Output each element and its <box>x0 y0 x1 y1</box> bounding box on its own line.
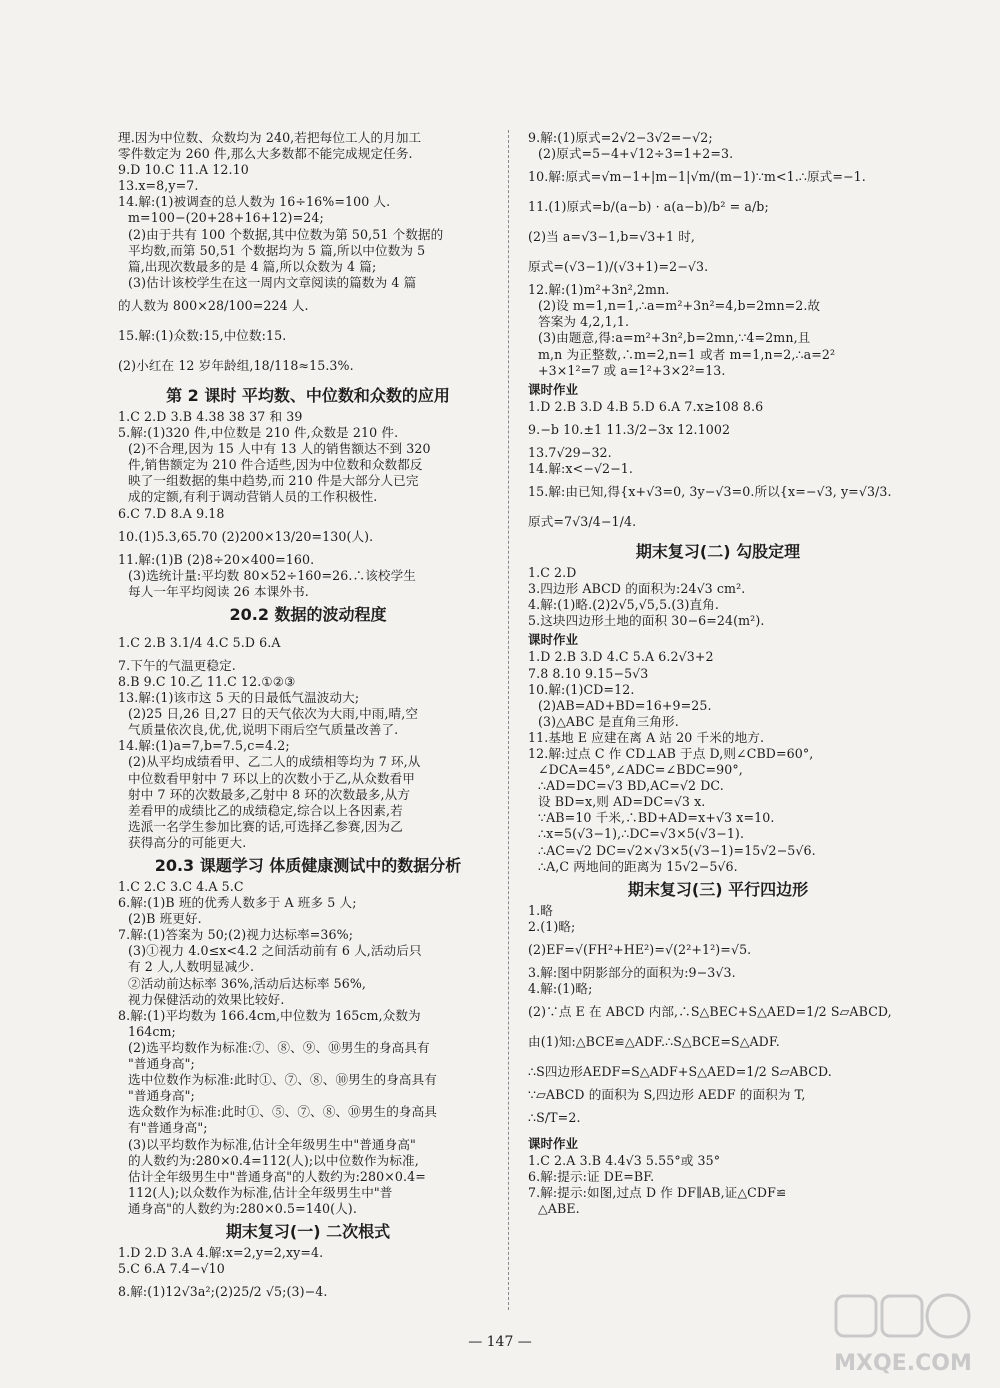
answer-line: 7.8 8.10 9.15−5√3 <box>528 665 649 681</box>
answer-line: 4.解:(1)略; <box>528 981 593 996</box>
answer-line: (3)①视力 4.0≤x<4.2 之间活动前有 6 人,活动后只 <box>128 943 422 959</box>
answer-line: 8.解:(1)12√3a²;(2)25/2 √5;(3)−4. <box>118 1284 328 1300</box>
answer-line: 设 BD=x,则 AD=DC=√3 x. <box>538 794 706 810</box>
answer-line: 10.(1)5.3,65.70 (2)200×13/20=130(人). <box>118 528 374 544</box>
answer-line: 5.C 6.A 7.4−√10 <box>118 1261 225 1277</box>
answer-line: (3)选统计量:平均数 80×52÷160=26.∴该校学生 <box>128 567 416 583</box>
answer-line: 12.解:(1)m²+3n²,2mn. <box>528 282 670 298</box>
answer-line: ②活动前达标率 36%,活动后达标率 56%, <box>128 975 367 991</box>
answer-line: ∴AD=DC=√3 BD,AC=√2 DC. <box>538 778 724 794</box>
answer-line: 9.解:(1)原式=2√2−3√2=−√2; <box>528 130 713 145</box>
answer-line: (3)△ABC 是直角三角形. <box>538 713 679 729</box>
answer-line: 112(人);以众数作为标准,估计全年级男生中"普 <box>128 1184 393 1200</box>
answer-line: (2)AB=AD+BD=16+9=25. <box>538 697 712 713</box>
answer-line: ∵▱ABCD 的面积为 S,四边形 AEDF 的面积为 T, <box>528 1087 806 1103</box>
answer-line: 13.解:(1)该市这 5 天的日最低气温波动大; <box>118 690 360 706</box>
section-heading: 期末复习(一) 二次根式 <box>225 1221 391 1241</box>
answer-line: 1.C 2.D <box>528 565 577 581</box>
answer-line: 的人数为 800×28/100=224 人. <box>118 297 309 313</box>
answer-line: 9.D 10.C 11.A 12.10 <box>118 162 249 178</box>
subsection-heading: 课时作业 <box>528 381 579 397</box>
answer-line: 1.C 2.B 3.1/4 4.C 5.D 6.A <box>118 634 281 650</box>
answer-line: 14.解:(1)被调查的总人数为 16÷16%=100 人. <box>118 194 391 210</box>
answer-line: 7.解:提示:如图,过点 D 作 DF∥AB,证△CDF≌ <box>528 1185 787 1201</box>
section-heading: 期末复习(三) 平行四边形 <box>627 879 809 899</box>
answer-line: 气质量依次良,优,优,说明下雨后空气质量改善了. <box>128 722 399 738</box>
subsection-heading: 课时作业 <box>528 632 579 648</box>
answer-line: 3.解:图中阴影部分的面积为:9−3√3. <box>528 964 736 980</box>
answer-line: 5.这块四边形土地的面积 30−6=24(m²). <box>528 613 765 629</box>
right-column <box>528 130 908 1218</box>
answer-line: ∴AC=√2 DC=√2×√3×5(√3−1)=15√2−5√6. <box>538 842 816 858</box>
answer-line: (2)EF=√(FH²+HE²)=√(2²+1²)=√5. <box>528 941 752 957</box>
answer-line: 7.解:(1)答案为 50;(2)视力达标率=36%; <box>118 927 354 943</box>
subsection-heading: 课时作业 <box>528 1136 579 1152</box>
answer-line: 13.x=8,y=7. <box>118 178 199 194</box>
answer-line: 1.C 2.C 3.C 4.A 5.C <box>118 879 244 894</box>
answer-line: 1.D 2.B 3.D 4.C 5.A 6.2√3+2 <box>528 649 714 665</box>
section-heading: 20.2 数据的波动程度 <box>229 604 387 624</box>
answer-line: 12.解:过点 C 作 CD⊥AB 于点 D,则∠CBD=60°, <box>528 745 814 761</box>
answer-line: ∵AB=10 千米,∴BD+AD=x+√3 x=10. <box>538 810 775 826</box>
answer-line: (2)从平均成绩看甲、乙二人的成绩相等均为 7 环,从 <box>128 754 421 770</box>
answer-line: 5.解:(1)320 件,中位数是 210 件,众数是 210 件. <box>118 425 399 441</box>
answer-line: ∴A,C 两地间的距离为 15√2−5√6. <box>538 858 738 874</box>
answer-line: 6.C 7.D 8.A 9.18 <box>118 505 225 521</box>
answer-line: 差看甲的成绩比乙的成绩稳定,综合以上各因素,若 <box>128 802 403 818</box>
answer-line: (2)选平均数作为标准:⑦、⑧、⑨、⑩男生的身高具有 <box>128 1039 430 1055</box>
answer-line: 有 2 人,人数明显减少. <box>128 959 255 975</box>
answer-line: 11.基地 E 应建在离 A 站 20 千米的地方. <box>528 729 765 745</box>
answer-line: 原式=(√3−1)/(√3+1)=2−√3. <box>528 259 709 275</box>
answer-line: 选众数作为标准:此时①、⑤、⑦、⑧、⑩男生的身高具 <box>128 1104 437 1120</box>
answer-line: 1.D 2.B 3.D 4.B 5.D 6.A 7.x≥108 8.6 <box>528 398 764 414</box>
answer-line: m,n 为正整数,∴m=2,n=1 或者 m=1,n=2,∴a=2² <box>538 346 836 362</box>
answer-line: 1.C 2.A 3.B 4.4√3 5.55°或 35° <box>528 1153 721 1169</box>
left-column <box>118 130 498 1307</box>
answer-line: 映了一组数据的集中趋势,而 210 件是大部分人已完 <box>128 473 419 489</box>
answer-line: (2)设 m=1,n=1,∴a=m²+3n²=4,b=2mn=2.故 <box>538 298 821 314</box>
answer-line: ∴S四边形AEDF=S△ADF+S△AED=1/2 S▱ABCD. <box>528 1064 832 1080</box>
answer-line: 14.解:(1)a=7,b=7.5,c=4.2; <box>118 738 290 754</box>
watermark-text: MXQE.COM <box>834 1351 972 1376</box>
answer-line: 2.(1)略; <box>528 918 576 934</box>
answer-line: 由(1)知:△BCE≌△ADF.∴S△BCE=S△ADF. <box>528 1034 780 1050</box>
answer-line: 中位数看甲射中 7 环以上的次数小于乙,从众数看甲 <box>128 770 415 786</box>
answer-line: 10.解:(1)CD=12. <box>528 681 635 697</box>
answer-line: 1.D 2.D 3.A 4.解:x=2,y=2,xy=4. <box>118 1244 324 1260</box>
answer-line: 13.7√29−32. <box>528 444 612 460</box>
answer-line: 每人一年平均阅读 26 本课外书. <box>128 583 309 599</box>
answer-line: +3×1²=7 或 a=1²+3×2²=13. <box>538 362 726 378</box>
answer-line: 8.B 9.C 10.乙 11.C 12.①②③ <box>118 673 296 689</box>
answer-line: (2)25 日,26 日,27 日的天气依次为大雨,中雨,晴,空 <box>128 706 419 722</box>
answer-line: (2)小红在 12 岁年龄组,18/118≈15.3%. <box>118 357 354 373</box>
answer-line: 7.下午的气温更稳定. <box>118 657 236 673</box>
answer-line: 6.解:(1)B 班的优秀人数多于 A 班多 5 人; <box>118 895 357 911</box>
answer-line: (2)B 班更好. <box>128 911 202 927</box>
answer-line: 6.解:提示:证 DE=BF. <box>528 1169 655 1185</box>
answer-line: (3)由题意,得:a=m²+3n²,b=2mn,∵4=2mn,且 <box>538 330 811 346</box>
answer-line: 3.四边形 ABCD 的面积为:24√3 cm². <box>528 581 746 597</box>
answer-line: (2)当 a=√3−1,b=√3+1 时, <box>528 229 696 245</box>
answer-line: 通身高"的人数约为:280×0.5=140(人). <box>128 1200 357 1216</box>
answer-line: 15.解:由已知,得{x+√3=0, 3y−√3=0.所以{x=−√3, y=√3/3. <box>528 484 892 500</box>
answer-line: (3)估计该校学生在这一周内文章阅读的篇数为 4 篇 <box>128 274 417 290</box>
section-heading: 第 2 课时 平均数、中位数和众数的应用 <box>166 385 450 405</box>
answer-line: 平均数,而第 50,51 个数据均为 5 篇,所以中位数为 5 <box>128 242 426 258</box>
answer-line: 15.解:(1)众数:15,中位数:15. <box>118 327 287 343</box>
answer-line: 理.因为中位数、众数均为 240,若把每位工人的月加工 <box>118 130 422 145</box>
answer-line: (2)由于共有 100 个数据,其中位数为第 50,51 个数据的 <box>128 226 444 242</box>
answer-line: 估计全年级男生中"普通身高"的人数约为:280×0.4= <box>128 1168 426 1184</box>
answer-line: 获得高分的可能更大. <box>128 834 247 850</box>
section-heading: 期末复习(二) 勾股定理 <box>635 542 801 562</box>
answer-line: 选派一名学生参加比赛的话,可选择乙参赛,因为乙 <box>128 818 403 834</box>
answer-line: 原式=7√3/4−1/4. <box>528 514 637 530</box>
answer-line: m=100−(20+28+16+12)=24; <box>128 210 324 226</box>
answer-line: 4.解:(1)略.(2)2√5,√5,5.(3)直角. <box>528 597 719 613</box>
answer-line: 射中 7 环的次数最多,乙射中 8 环的次数最多,从方 <box>128 786 411 802</box>
answer-line: 视力保健活动的效果比较好. <box>128 991 285 1007</box>
answer-line: 选中位数作为标准:此时①、⑦、⑧、⑩男生的身高具有 <box>128 1072 437 1088</box>
column-divider <box>508 130 509 1310</box>
answer-line: 14.解:x<−√2−1. <box>528 460 633 476</box>
answer-line: ∠DCA=45°,∠ADC=∠BDC=90°, <box>538 762 743 778</box>
answer-line: 10.解:原式=√m−1+|m−1|√m/(m−1)∵m<1.∴原式=−1. <box>528 169 866 185</box>
answer-line: △ABE. <box>538 1201 580 1217</box>
watermark-logo <box>828 1290 978 1380</box>
answer-line: 件,销售额定为 210 件合适些,因为中位数和众数都反 <box>128 457 423 473</box>
answer-line: 1.C 2.D 3.B 4.38 38 37 和 39 <box>118 408 303 424</box>
answer-line: 篇,出现次数最多的是 4 篇,所以众数为 4 篇; <box>128 258 377 274</box>
answer-line: 的人数约为:280×0.4=112(人);以中位数作为标准, <box>128 1152 419 1168</box>
answer-line: 1.略 <box>528 902 553 918</box>
section-heading: 20.3 课题学习 体质健康测试中的数据分析 <box>154 856 462 875</box>
answer-line: 11.解:(1)B (2)8÷20×400=160. <box>118 551 315 567</box>
answer-line: 有"普通身高"; <box>128 1120 208 1136</box>
answer-line: ∴S/T=2. <box>528 1110 581 1126</box>
answer-line: ∴x=5(√3−1),∴DC=√3×5(√3−1). <box>538 826 745 842</box>
answer-line: "普通身高"; <box>128 1088 195 1104</box>
answer-line: (2)∵点 E 在 ABCD 内部,∴S△BEC+S△AED=1/2 S▱ABCD, <box>528 1004 892 1020</box>
answer-line: 成的定额,有利于调动营销人员的工作积极性. <box>128 489 378 505</box>
answer-line: 164cm; <box>128 1023 176 1039</box>
answer-line: 8.解:(1)平均数为 166.4cm,中位数为 165cm,众数为 <box>118 1007 421 1023</box>
answer-line: (3)以平均数作为标准,估计全年级男生中"普通身高" <box>128 1136 416 1152</box>
page-number: — 147 — <box>468 1334 532 1350</box>
answer-line: "普通身高"; <box>128 1056 195 1072</box>
answer-line: (2)不合理,因为 15 人中有 13 人的销售额达不到 320 <box>128 441 431 457</box>
answer-line: 答案为 4,2,1,1. <box>538 314 630 330</box>
answer-line: 9.−b 10.±1 11.3/2−3x 12.1002 <box>528 421 731 437</box>
answer-line: 零件数定为 260 件,那么大多数都不能完成规定任务. <box>118 146 413 162</box>
answer-line: 11.(1)原式=b/(a−b) · a(a−b)/b² = a/b; <box>528 199 769 215</box>
answer-line: (2)原式=5−4+√12÷3=1+2=3. <box>538 146 734 162</box>
